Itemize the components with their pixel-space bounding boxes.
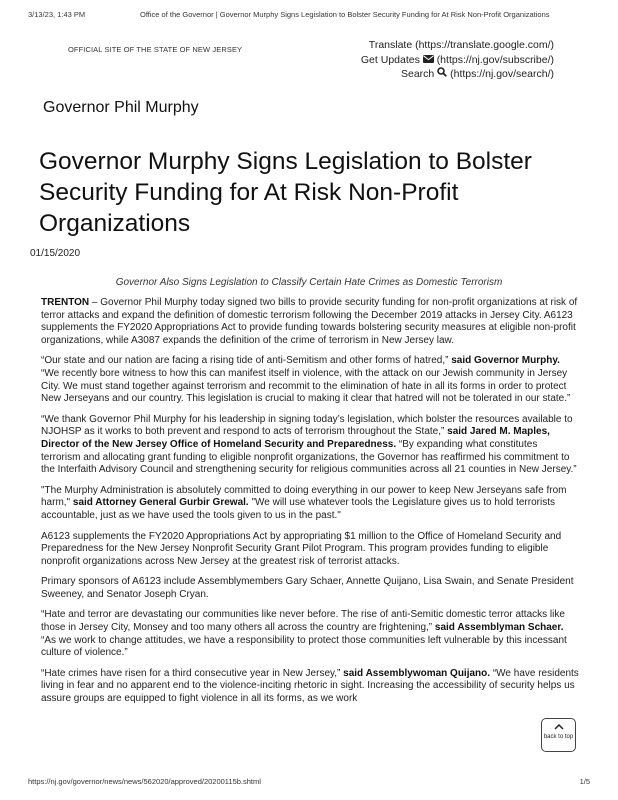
page-url: https://nj.gov/governor/news/news/562020/approved/20200115b.shtml [28,777,261,786]
get-updates-url: (https://nj.gov/subscribe/) [436,53,554,66]
paragraph-text: “Hate crimes have risen for a third consecutive year in New Jersey,” [41,667,344,679]
official-site-label: OFFICIAL SITE OF THE STATE OF NEW JERSEY [68,45,243,54]
speaker-attribution: said Attorney General Gurbir Grewal. [72,497,249,509]
article-title: Governor Murphy Signs Legislation to Bolster Security Funding for At Risk Non-Profit Organizations [39,148,532,237]
back-to-top-label: back to top [543,734,574,740]
get-updates-link[interactable] [361,53,554,68]
paragraph [41,355,579,405]
article-subhead: Governor Also Signs Legislation to Classify Certain Hate Crimes as Domestic Terrorism [115,277,503,288]
search-label: Search [400,68,435,81]
article-body [41,297,579,714]
speaker-attribution: said Governor Murphy. [451,355,560,367]
search-link[interactable] [361,67,554,82]
paragraph-text: “Our state and our nation are facing a rising tide of anti-Semitism and other forms of hatred,” [41,355,452,367]
article-date: 01/15/2020 [30,248,81,259]
get-updates-label: Get Updates [360,53,420,66]
paragraph-text: “As we work to change attitudes, we have a responsibility to protect those communities left vulnerable by this incessant culture of violence.” [41,634,567,659]
print-page-title: Office of the Governor | Governor Murphy Signs Legislation to Bolster Security Funding for At Risk Non-Profit Organizations [140,10,550,19]
speaker-attribution: said Assemblyman Schaer. [434,622,564,634]
paragraph [41,609,579,659]
speaker-attribution: said Jared M. Maples, Director of the New Jersey Office of Homeland Security and Preparedness. [41,426,550,450]
paragraph [41,297,579,347]
paragraph [41,485,579,523]
paragraph-text: “We recently bore witness to how this can manifest itself in violence, with the attack on our Jewish community in Jersey City. We must stand together against terrorism and recommit to the elimination of hate in all its forms in order to protect New Jerseyans and our country. This legislation is crucial to making it clear that hatred will not be tolerated in our state.” [41,367,571,405]
paragraph-text: “By expanding what constitutes terrorism and allocating grant funding to eligible nonprofit organizations, the Governor has reaffirmed his commitment to the Interfaith Advisory Council and strengthening security for religious communities across all 21 counties in New Jersey.” [41,438,577,476]
translate-link[interactable]: Translate (https://translate.google.com/) [368,39,554,51]
dateline: TRENTON [41,297,90,308]
paragraph-text: "The Murphy Administration is absolutely committed to doing everything in our power to keep New Jerseyans safe from harm," [41,484,567,509]
paragraph-text: "We will use whatever tools the Legislature gives us to hold terrorists accountable, just as we have used the tools given to us in the past." [41,497,555,521]
paragraph [41,414,579,477]
back-to-top-button[interactable] [541,718,576,752]
top-links [361,38,554,82]
governor-name[interactable]: Governor Phil Murphy [43,99,199,116]
paragraph-text: “We thank Governor Phil Murphy for his leadership in signing today’s legislation, which bolster the resources available to NJOHSP as it works to both prevent and respond to acts of terrorism throughout the State,” [41,413,573,438]
envelope-icon [423,53,434,68]
paragraph: A6123 supplements the FY2020 Appropriations Act by appropriating $1 million to the Office of Homeland Security and Preparedness for the New Jersey Nonprofit Security Grant Pilot Program. This program provides funding to eligible nonprofit organizations across New Jersey at the greatest risk of terrorist attacks. [41,530,562,567]
search-icon [437,67,447,82]
print-timestamp: 3/13/23, 1:43 PM [28,10,86,19]
paragraph-text: “We have residents living in fear and no apparent end to the violence-inciting rhetoric in sight. Increasing the accessibility of security helps us assure groups are equipped to fight violence in all its forms, as we work [41,667,579,705]
paragraph-text: – Governor Phil Murphy today signed two bills to provide security funding for non-profit organizations at risk of terror attacks and expand the definition of domestic terrorism following the December 2019 attacks in Jersey City. A6123 supplements the FY2020 Appropriations Act to provide funding towards bolstering security measures at eligible non-profit organizations, while A3087 expands the definition of the crime of terrorism in New Jersey law. [41,297,578,346]
chevron-up-icon [542,724,575,733]
paragraph-text: “Hate and terror are devastating our communities like never before. The rise of anti-Semitic domestic terror attacks like those in Jersey City, Monsey and too many others all across the country are frightening,” [41,609,565,634]
paragraph: Primary sponsors of A6123 include Assemblymembers Gary Schaer, Annette Quijano, Lisa Swain, and Senate President Sweeney, and Senator Joseph Cryan. [41,576,574,600]
paragraph [41,668,579,706]
search-url: (https://nj.gov/search/) [450,68,554,81]
page-number: 1/5 [579,777,590,786]
speaker-attribution: said Assemblywoman Quijano. [343,667,491,679]
